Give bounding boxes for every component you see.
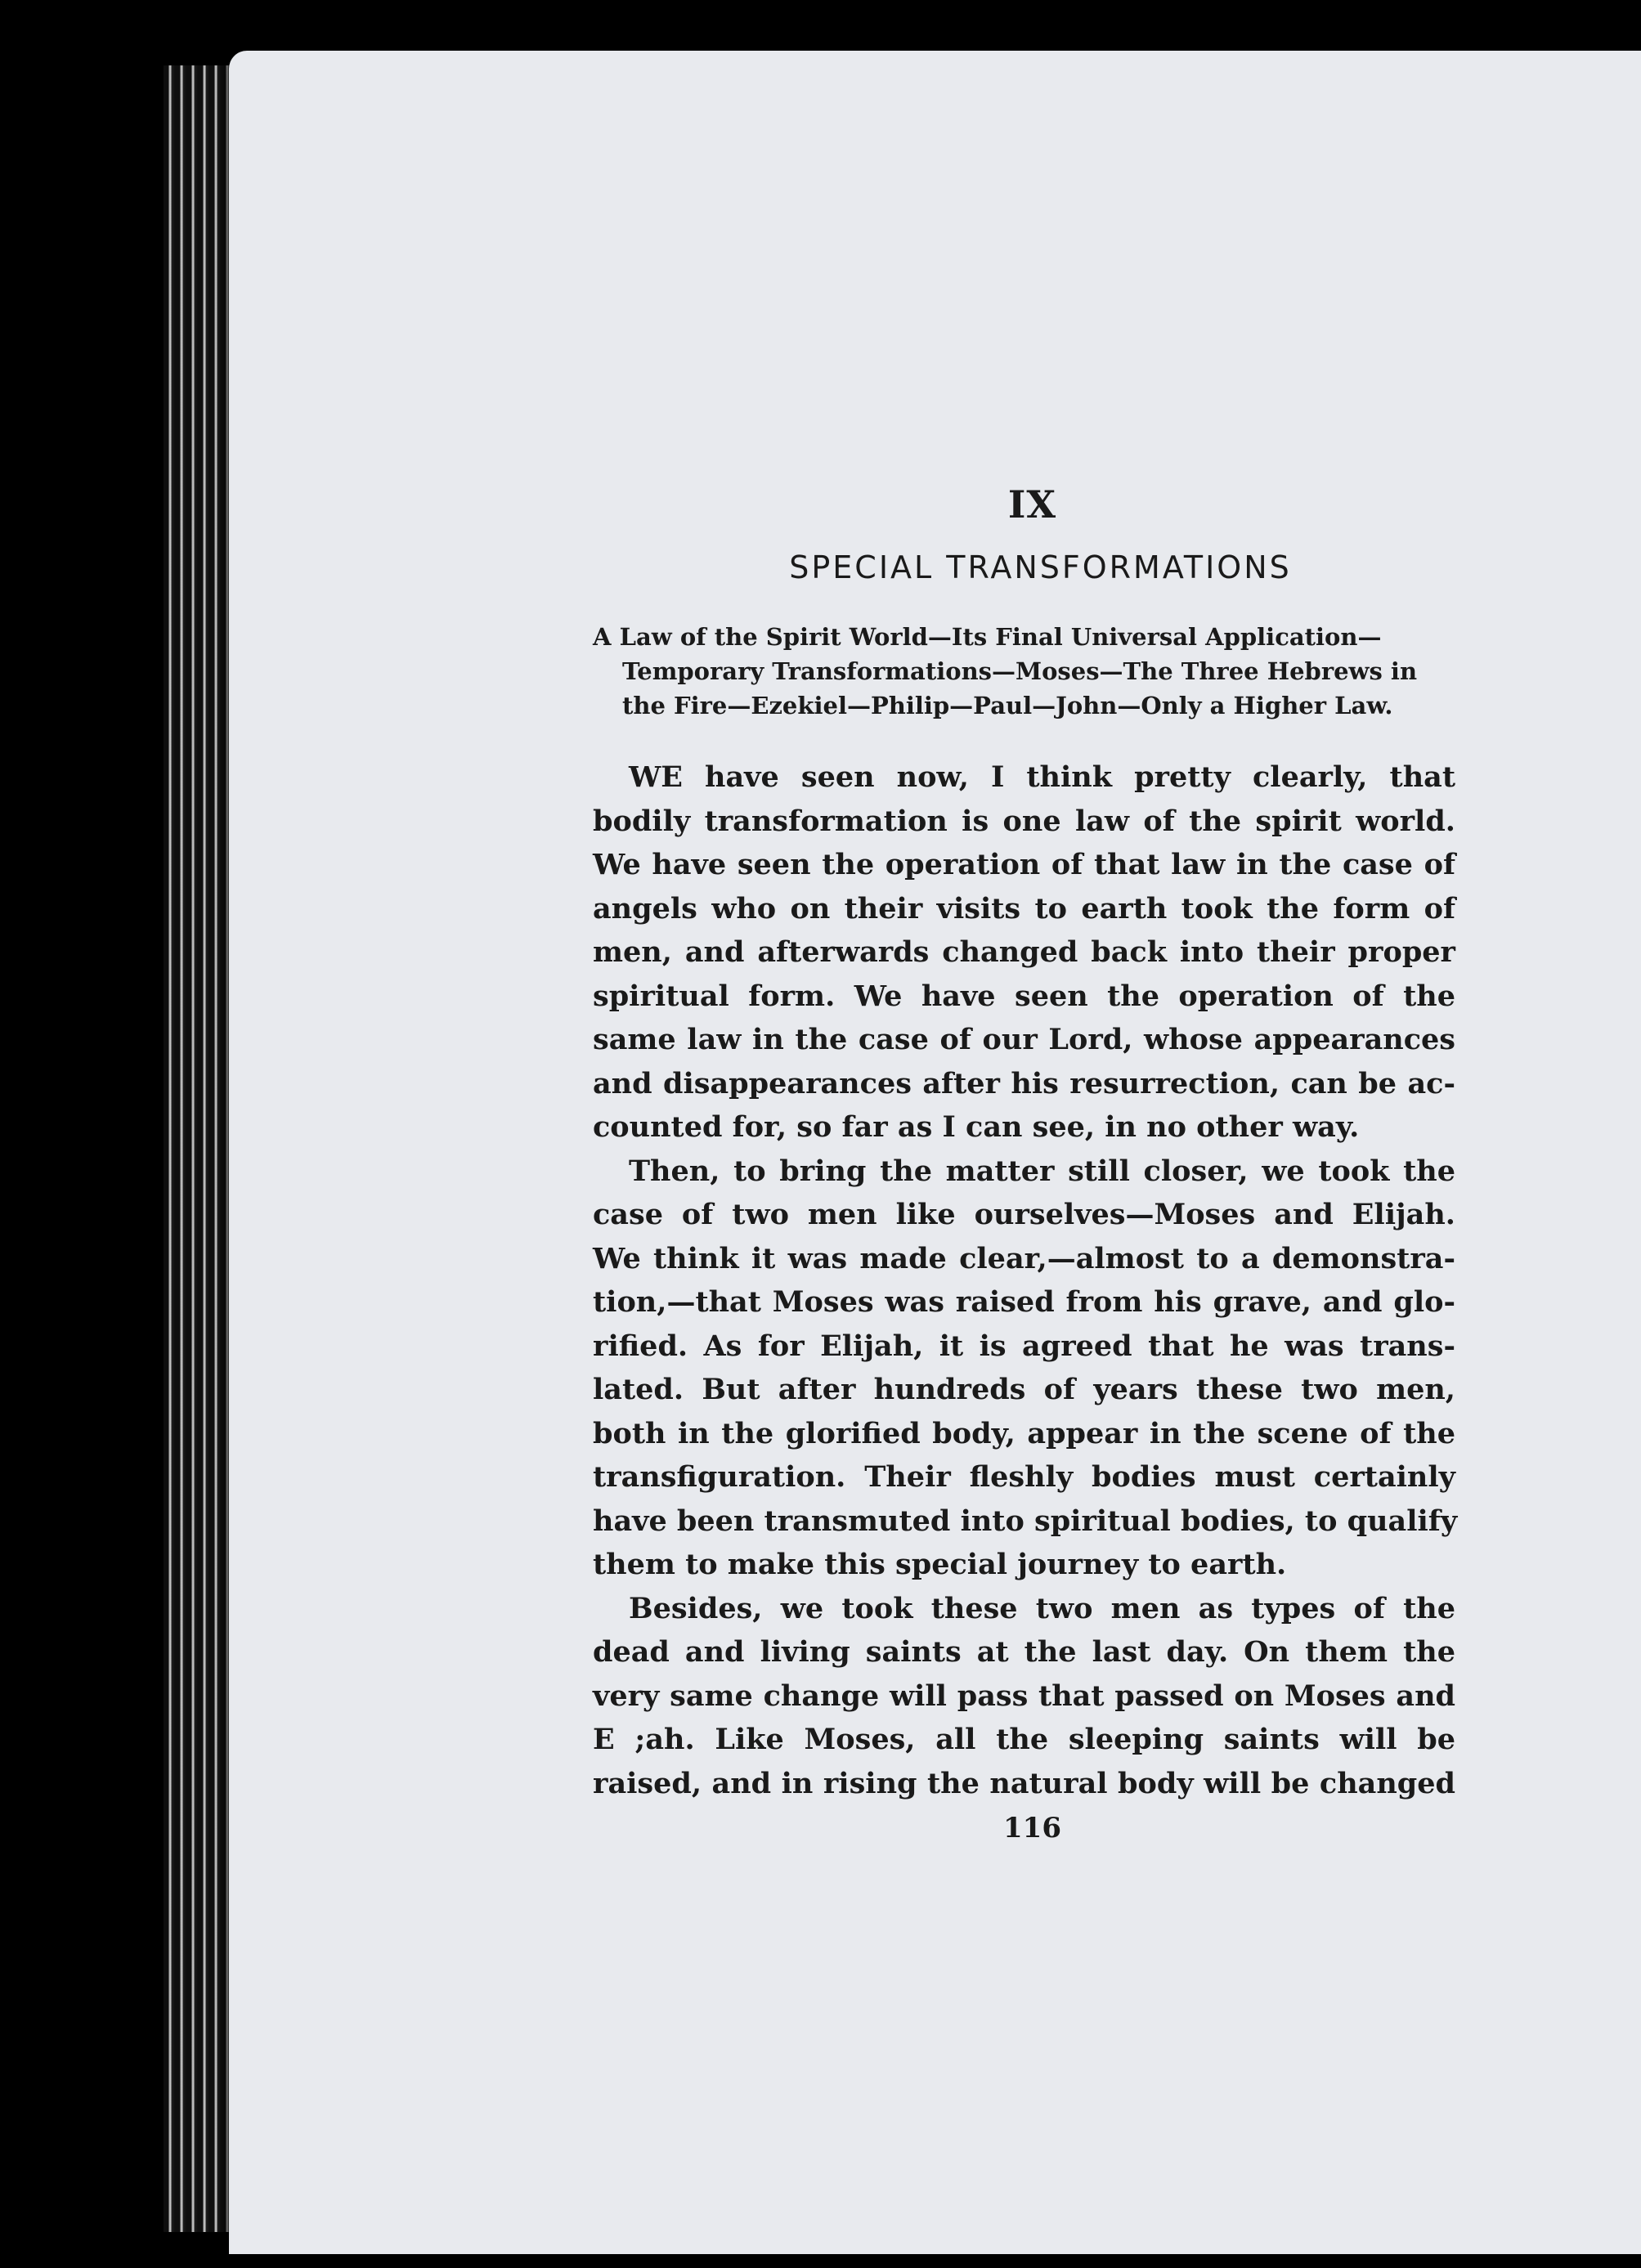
paragraph-line: case of two men like ourselves—Moses and Elijah. [593, 1198, 1455, 1231]
paragraph-line: angels who on their visits to earth took the form of [593, 891, 1455, 926]
paragraph [593, 1587, 1455, 1806]
paragraph-line: WE have seen now, I think pretty clearly, that [629, 760, 1455, 794]
paragraph-line: and disappearances after his resurrection, can be ac- [593, 1066, 1455, 1100]
paragraph-line: bodily transformation is one law of the spirit world. [593, 804, 1455, 838]
paragraph-line: dead and living saints at the last day. On them the [593, 1635, 1455, 1669]
paragraph-line: spiritual form. We have seen the operation of the [593, 979, 1455, 1013]
paragraph-line: both in the glorified body, appear in the scene of the [593, 1416, 1455, 1450]
page-number: 116 [1003, 1812, 1061, 1844]
chapter-title: SPECIAL TRANSFORMATIONS [789, 549, 1292, 585]
chapter-synopsis [593, 620, 1455, 723]
book-page-edges [164, 65, 237, 2232]
synopsis-line: A Law of the Spirit World—Its Final Universal Application— [593, 623, 1382, 651]
paragraph-line: Then, to bring the matter still closer, we took the [629, 1154, 1455, 1188]
paragraph-line: men, and afterwards changed back into their proper [593, 935, 1455, 969]
page-text-block [593, 482, 1458, 1844]
paragraph-line: same law in the case of our Lord, whose appearances [593, 1023, 1455, 1056]
synopsis-line: the Fire—Ezekiel—Philip—Paul—John—Only a Higher Law. [622, 692, 1393, 719]
paragraph-line: have been transmuted into spiritual bodies, to qualify [593, 1504, 1458, 1538]
paragraph-line: lated. But after hundreds of years these two men, [593, 1373, 1455, 1406]
paragraph-line: raised, and in rising the natural body will be changed [593, 1766, 1455, 1800]
chapter-number: IX [1007, 482, 1057, 527]
paragraph-line: Besides, we took these two men as types of the [629, 1591, 1455, 1625]
paragraph-line: transfiguration. Their fleshly bodies must certainly [593, 1460, 1455, 1494]
paragraph-line: We think it was made clear,—almost to a demonstra- [593, 1241, 1455, 1275]
synopsis-line: Temporary Transformations—Moses—The Three Hebrews in [622, 657, 1418, 685]
paragraph-line: counted for, so far as I can see, in no other way. [593, 1110, 1360, 1144]
paragraph-line: them to make this special journey to earth. [593, 1548, 1287, 1581]
paragraph-line: We have seen the operation of that law in the case of [593, 848, 1455, 881]
paragraph-line: very same change will pass that passed on Moses and [593, 1679, 1455, 1713]
paragraph-line: tion,—that Moses was raised from his grave, and glo- [593, 1285, 1455, 1319]
paragraph-line: rified. As for Elijah, it is agreed that he was trans- [593, 1329, 1455, 1363]
paragraph-line: E ;ah. Like Moses, all the sleeping saints will be [593, 1723, 1455, 1756]
paragraph [593, 755, 1455, 1150]
paragraph [593, 1150, 1458, 1587]
